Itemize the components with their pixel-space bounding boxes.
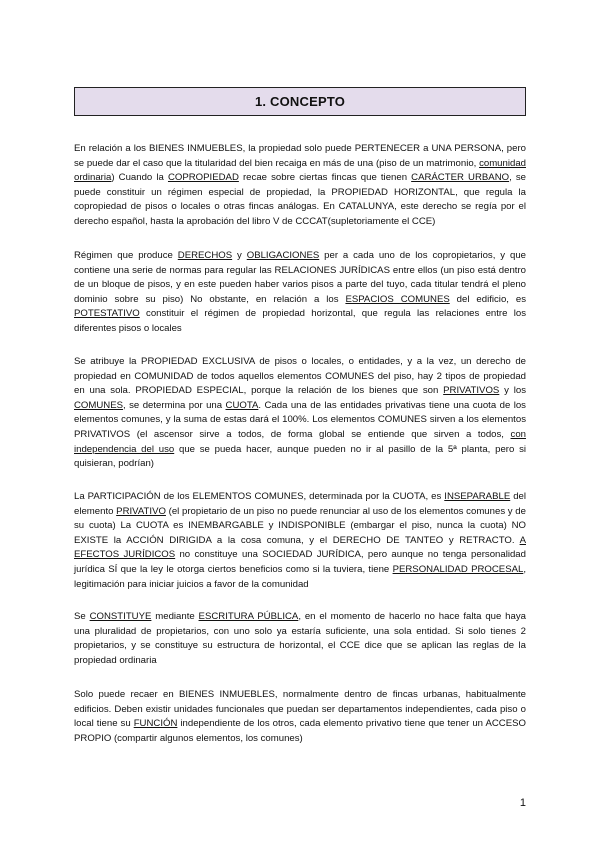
text-segment: independiente de los otros, cada elemento privativo tiene que tener un ACCESO PROPIO (compartir algunos elementos, los comunes) bbox=[74, 718, 526, 744]
page-number: 1 bbox=[519, 797, 526, 809]
paragraph-4 bbox=[74, 490, 526, 592]
text-segment: , se determina por una bbox=[123, 399, 226, 411]
underlined-term: comunidad ordinaria bbox=[74, 157, 526, 184]
text-segment: (el propietario de un piso no puede renunciar al uso de los elementos comunes y de su cuota) La CUOTA es INEMBARGABLE y INDISPONIBLE (embargar el piso, nunca la cuota) NO EXISTE la ACCIÓN DIRIGIDA a la cosa comuna, y el DERECHO DE TANTEO y RETRACTO. bbox=[74, 505, 526, 546]
text-segment: y bbox=[232, 250, 247, 261]
text-segment: . Cada una de las entidades privativas tiene una cuota de los elementos comunes, y la suma de estas dará el 100%. Los elementos COMUNES sirven a los elementos PRIVATIVOS (el ascensor sirve a todos, de forma global se entiende que sirven a todos, bbox=[74, 399, 526, 440]
text-segment: Se atribuye la PROPIEDAD EXCLUSIVA de pisos o locales, o entidades, y a la vez, un derecho de propiedad en COMUNIDAD de todos aquellos elementos COMUNES del piso, hay 2 tipos de propiedad en una sola. PROPIEDAD ESPECIAL, porque la relación de los bienes que son bbox=[74, 356, 526, 397]
text-segment: La PARTICIPACIÓN de los ELEMENTOS COMUNES, determinada por la CUOTA, es bbox=[74, 491, 445, 502]
underlined-term: con independencia del uso bbox=[74, 428, 526, 455]
paragraph-5 bbox=[74, 610, 526, 668]
text-segment: mediante bbox=[151, 611, 199, 622]
underlined-term: DERECHOS bbox=[177, 250, 233, 261]
paragraph-1 bbox=[74, 142, 526, 230]
text-segment: ) Cuando la bbox=[111, 172, 168, 184]
underlined-term: COMUNES bbox=[74, 399, 124, 411]
underlined-term: COPROPIEDAD bbox=[167, 172, 239, 184]
text-segment: En relación a los BIENES INMUEBLES, la propiedad solo puede PERTENECER a UNA PERSONA, pero se puede dar el caso que la titularidad del bien recaiga en más de una (piso de un matrimonio, bbox=[74, 143, 526, 169]
text-segment: no constituye una SOCIEDAD JURÍDICA, pero aunque no tenga personalidad jurídica SÍ que la ley le otorga ciertos beneficios como si la tuviera, tiene bbox=[74, 549, 526, 575]
text-segment: del edificio, es bbox=[449, 293, 527, 305]
text-segment: constituir el régimen de propiedad horizontal, que regula las relaciones entre los diferentes pisos o locales bbox=[74, 308, 526, 334]
underlined-term: A EFECTOS JURÍDICOS bbox=[74, 534, 526, 561]
page-title: 1. CONCEPTO bbox=[254, 94, 346, 109]
text-segment: recae sobre ciertas fincas que tienen bbox=[238, 172, 412, 184]
text-segment: del elemento bbox=[74, 491, 527, 517]
underlined-term: PERSONALIDAD PROCESAL bbox=[392, 563, 524, 575]
underlined-term: CONSTITUYE bbox=[89, 611, 152, 622]
underlined-term: PRIVATIVOS bbox=[443, 385, 500, 397]
paragraph-6 bbox=[74, 688, 526, 746]
underlined-term: CARÁCTER URBANO bbox=[411, 172, 510, 184]
text-segment: y los bbox=[499, 385, 526, 397]
text-segment: Régimen que produce bbox=[74, 250, 178, 261]
paragraph-3 bbox=[74, 355, 526, 472]
text-segment: , en el momento de hacerlo no hace falta que haya una pluralidad de propietarios, con uno solo ya estaría suficiente, una sola entidad. Si solo tienes 2 propietarios, y se constituye su estructura de horizontal, el CCE dice que se aplican las reglas de la propiedad ordinaria bbox=[74, 611, 526, 666]
title-box bbox=[74, 87, 526, 116]
underlined-term: PRIVATIVO bbox=[116, 505, 166, 517]
underlined-term: INSEPARABLE bbox=[444, 491, 511, 502]
underlined-term: POTESTATIVO bbox=[74, 308, 140, 320]
text-segment: Se bbox=[74, 611, 90, 622]
underlined-term: OBLIGACIONES bbox=[246, 250, 320, 261]
underlined-term: CUOTA bbox=[225, 399, 259, 411]
underlined-term: FUNCIÓN bbox=[133, 718, 178, 730]
text-segment: , legitimación para iniciar juicios a favor de la comunidad bbox=[74, 563, 526, 590]
text-segment: Solo puede recaer en BIENES INMUEBLES, normalmente dentro de fincas urbanas, habitualmente edificios. Deben existir unidades funcionales que puedan ser departamentos independientes, cada piso o local tiene su bbox=[74, 689, 526, 730]
text-segment: per a cada uno de los copropietarios, y que contiene una serie de normas para regular las RELACIONES JURÍDICAS entre ellos (un piso está dentro de un bloque de pisos, y en este pueden haber varios pisos a parte del tuyo, cada titular tendrá el pleno dominio sobre su piso) No obstante, en relación a los bbox=[74, 250, 526, 305]
text-segment: que se pueda hacer, aunque pueden no ir al pasillo de la 5ª planta, pero si quisieran, podrían) bbox=[74, 443, 526, 470]
text-segment: , se puede constituir un régimen especial de propiedad, la PROPIEDAD HORIZONTAL, que regula la copropiedad de pisos o locales o otras fincas análogas. En CATALUNYA, este derecho se regía por el derecho español, hasta la aprobación del libro V de CCCAT(supletoriamente el CCE) bbox=[74, 172, 527, 227]
paragraph-2 bbox=[74, 249, 526, 337]
underlined-term: ESCRITURA PÚBLICA bbox=[198, 611, 299, 622]
underlined-term: ESPACIOS COMUNES bbox=[345, 293, 450, 305]
